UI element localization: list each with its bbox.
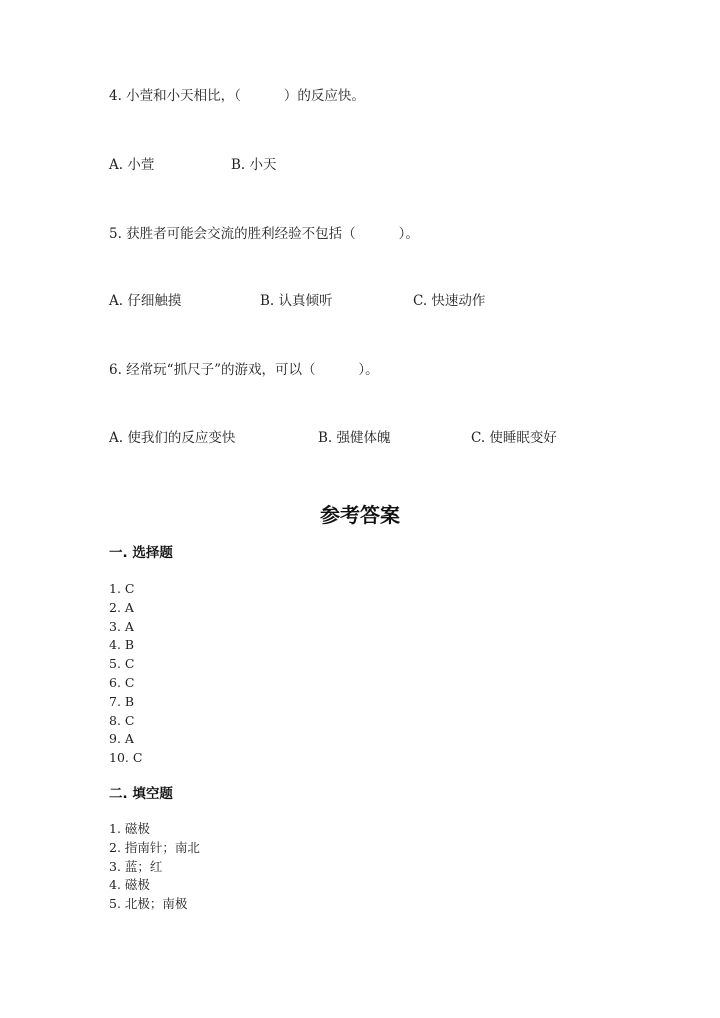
question-5-text: 5. 获胜者可能会交流的胜利经验不包括（ ）。 — [109, 226, 419, 242]
question-4-option-a: A. 小萱 — [109, 157, 155, 173]
question-4-option-b: B. 小天 — [231, 157, 277, 173]
answer-item: 6. C — [109, 674, 135, 690]
answer-item: 4. B — [109, 637, 135, 653]
answer-item: 1. C — [109, 581, 135, 596]
answer-item: 2. A — [109, 599, 134, 615]
question-4-text: 4. 小萱和小天相比，（ ）的反应快。 — [109, 88, 365, 104]
answer-item: 9. A — [109, 731, 134, 747]
question-5-option-c: C. 快速动作 — [413, 293, 486, 309]
question-6-option-b: B. 强健体魄 — [318, 430, 391, 446]
answer-item: 8. C — [109, 712, 135, 728]
section-heading-multiple-choice: 一. 选择题 — [109, 545, 173, 561]
answer-item: 5. C — [109, 656, 135, 672]
question-6-text: 6. 经常玩“抓尺子”的游戏，可以（ ）。 — [109, 362, 379, 378]
answer-item: 1. 磁极 — [109, 821, 150, 836]
question-6-option-c: C. 使睡眠变好 — [471, 430, 557, 446]
question-5-option-a: A. 仔细触摸 — [109, 293, 182, 309]
answer-item: 10. C — [109, 750, 143, 766]
answer-item: 5. 北极；南极 — [109, 896, 188, 912]
fill-in-blank-answer-list — [109, 820, 200, 914]
question-6-option-a: A. 使我们的反应变快 — [109, 430, 236, 446]
answer-key-title: 参考答案 — [320, 503, 400, 527]
answer-item: 4. 磁极 — [109, 877, 150, 893]
section-heading-fill-in-blank: 二. 填空题 — [109, 786, 173, 802]
answer-item: 7. B — [109, 693, 135, 709]
question-5-option-b: B. 认真倾听 — [260, 293, 333, 309]
answer-item: 3. A — [109, 618, 134, 634]
multiple-choice-answer-list — [109, 580, 142, 768]
answer-item: 2. 指南针；南北 — [109, 839, 200, 855]
answer-item: 3. 蓝；红 — [109, 858, 163, 874]
